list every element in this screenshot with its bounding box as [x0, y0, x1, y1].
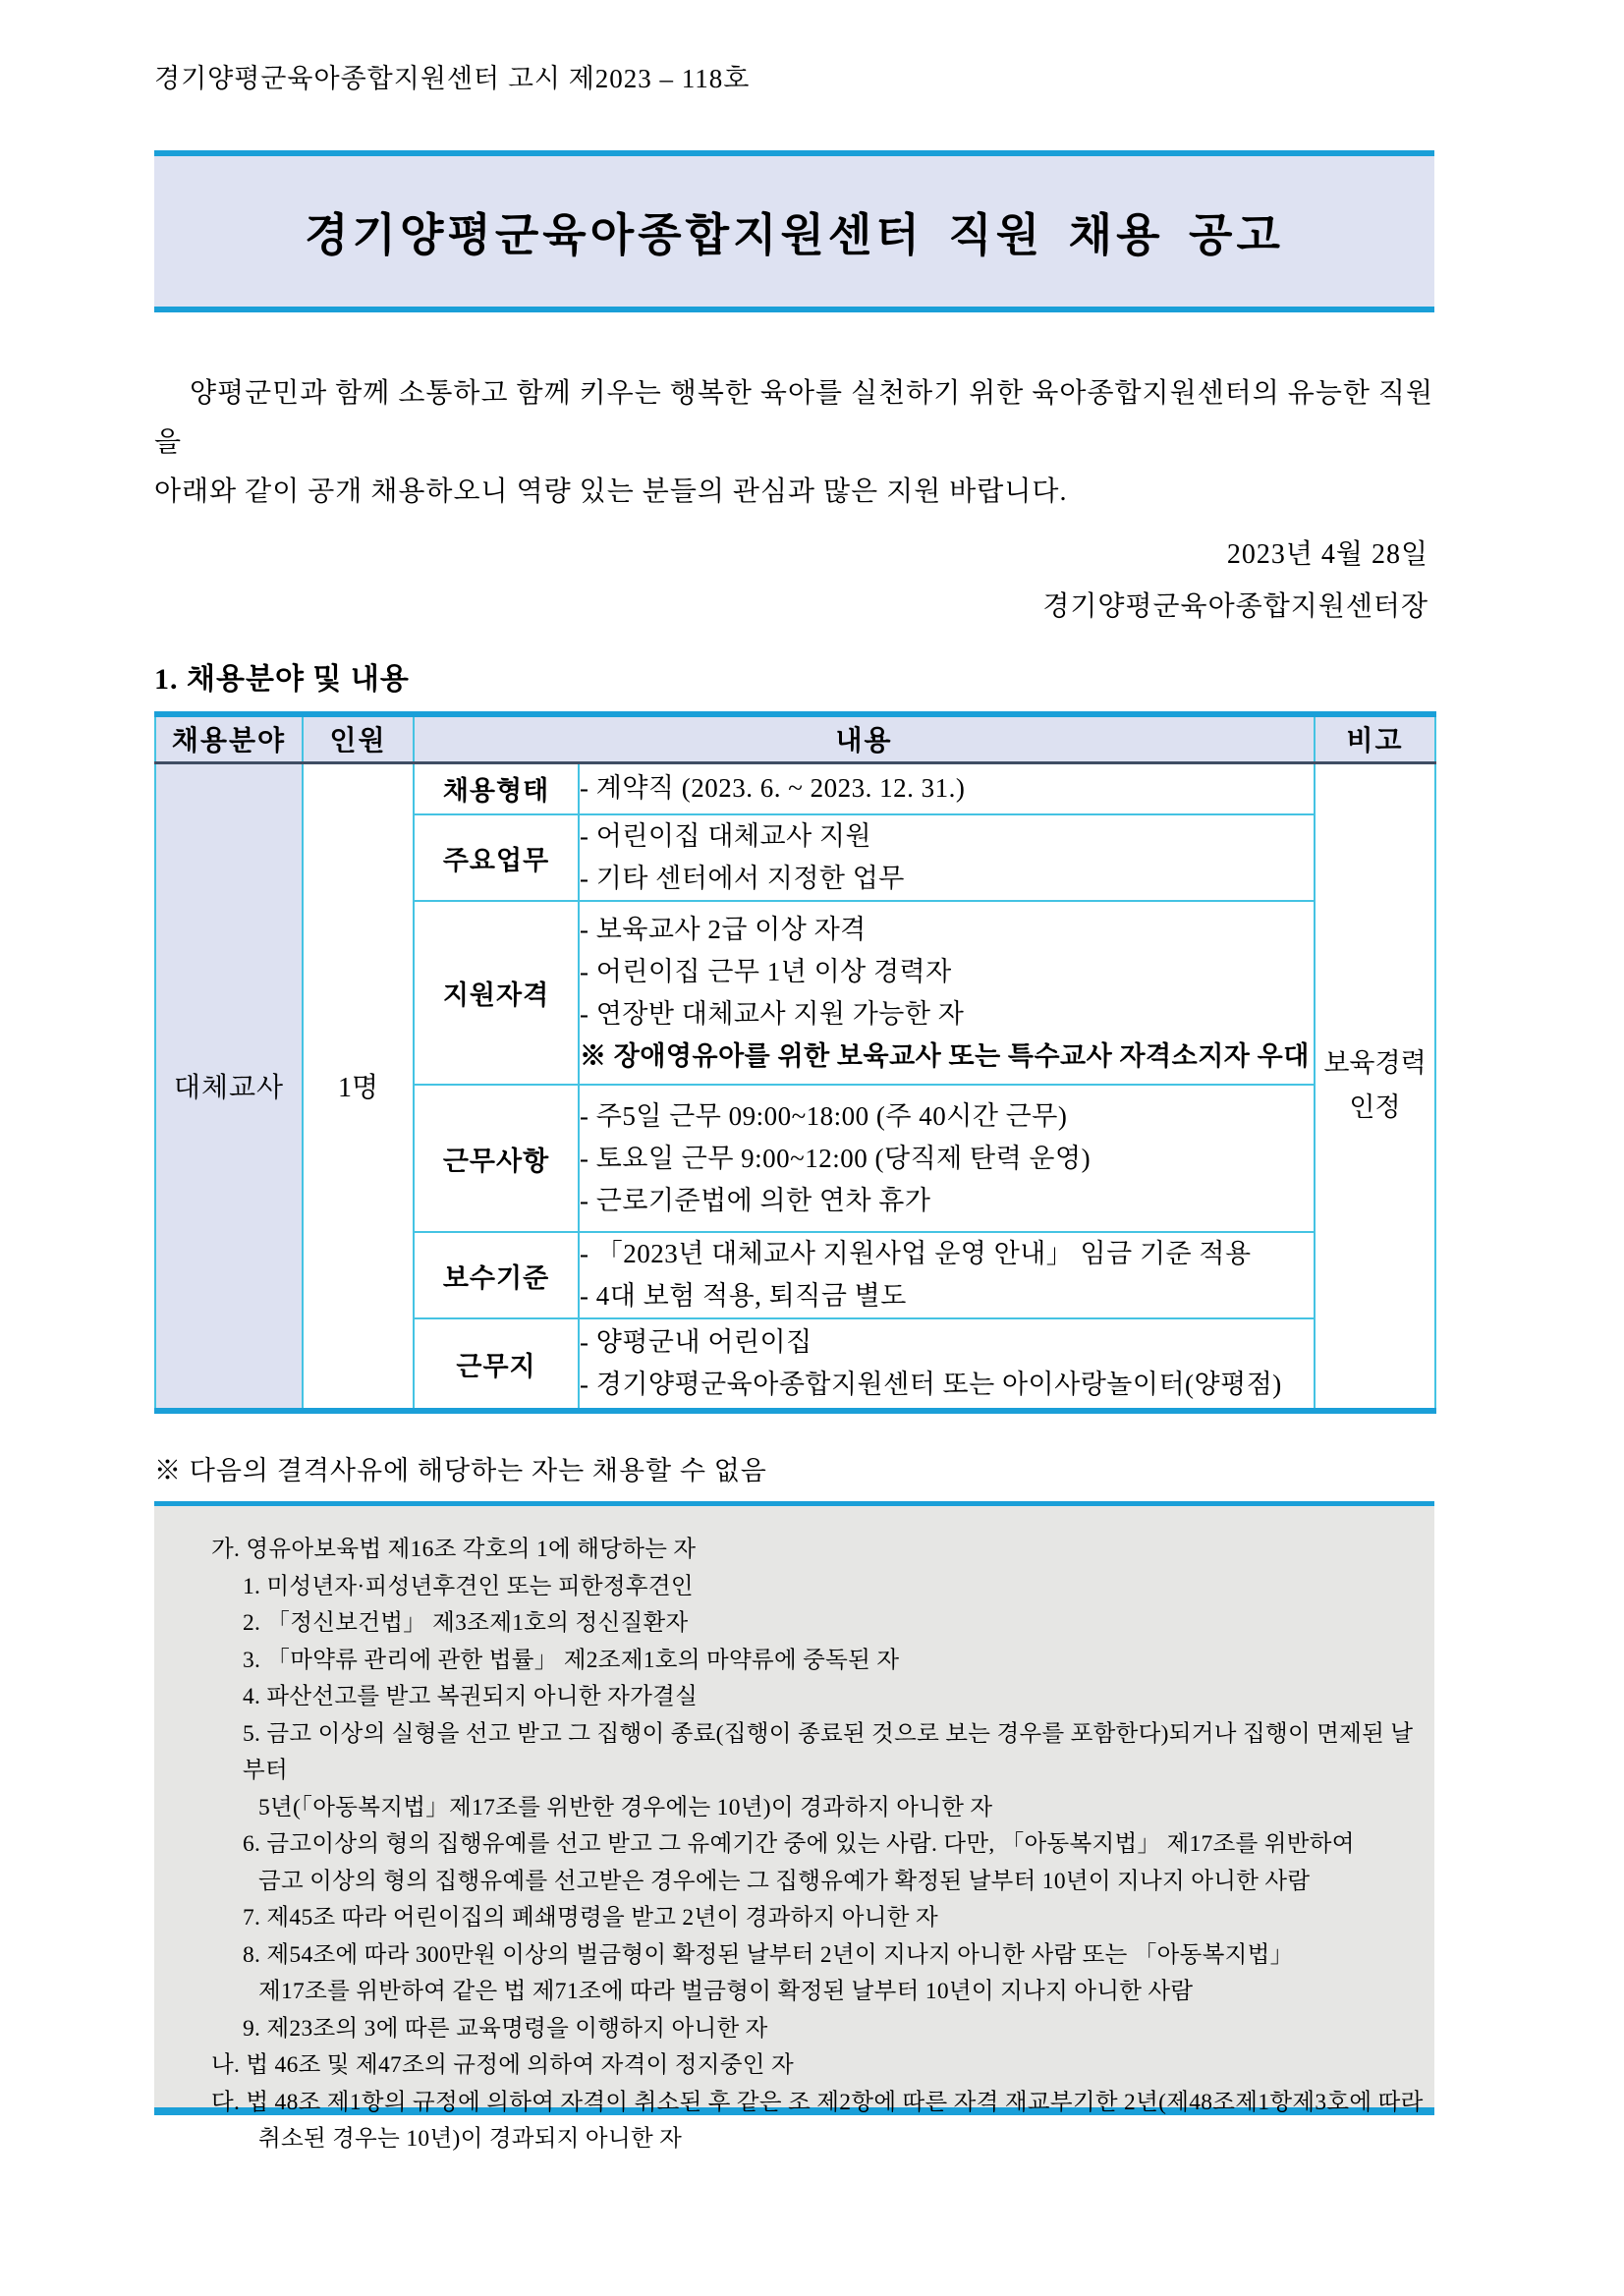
intro-line-2: 아래와 같이 공개 채용하오니 역량 있는 분들의 관심과 많은 지원 바랍니다. — [154, 476, 1068, 507]
disq-line: 제17조를 위반하여 같은 법 제71조에 따라 벌금형이 확정된 날부터 10년이 지나지 아니한 사람 — [258, 1979, 1194, 2004]
content-line: - 계약직 (2023. 6. ~ 2023. 12. 31.) — [580, 773, 966, 804]
disq-line: 다. 법 48조 제1항의 규정에 의하여 자격이 취소된 후 같은 조 제2항에 따른 자격 재교부기한 2년(제48조제1항제3호에 따라 — [211, 2089, 1424, 2115]
content-line: - 경기양평군육아종합지원센터 또는 아이사랑놀이터(양평점) — [580, 1370, 1282, 1399]
document-content — [154, 0, 1434, 2152]
disq-line: 가. 영유아보육법 제16조 각호의 1에 해당하는 자 — [211, 1537, 697, 1562]
content-line: - 연장반 대체교사 지원 가능한 자 — [580, 998, 965, 1029]
content-line: - 근로기준법에 의한 연차 휴가 — [580, 1185, 931, 1215]
content-line: - 기타 센터에서 지정한 업무 — [580, 864, 905, 893]
content-line: - 양평군내 어린이집 — [580, 1327, 812, 1357]
disq-line: 4. 파산선고를 받고 복권되지 아니한 자가결실 — [243, 1684, 699, 1709]
disq-line: 5년(「아동복지법」제17조를 위반한 경우에는 10년)이 경과하지 아니한 자 — [258, 1794, 993, 1820]
disq-line: 나. 법 46조 및 제47조의 규정에 의하여 자격이 정지중인 자 — [211, 2052, 794, 2078]
disq-line: 1. 미성년자·피성년후견인 또는 피한정후견인 — [243, 1573, 694, 1599]
row-label: 보수기준 — [414, 1232, 579, 1318]
header-remarks: 비고 — [1315, 714, 1435, 762]
disqualification-note: ※ 다음의 결격사유에 해당하는 자는 채용할 수 없음 — [154, 1456, 767, 1485]
row-label: 근무지 — [414, 1318, 579, 1411]
remarks-cell — [1315, 762, 1435, 1411]
header-headcount: 인원 — [303, 714, 414, 762]
content-line: - 어린이집 근무 1년 이상 경력자 — [580, 956, 952, 986]
disq-line: 2. 「정신보건법」 제3조제1호의 정신질환자 — [243, 1610, 689, 1636]
row-label: 근무사항 — [414, 1085, 579, 1232]
row-content — [579, 1318, 1315, 1411]
title-banner — [154, 150, 1434, 312]
content-line: - 4대 보험 적용, 퇴직금 별도 — [580, 1281, 907, 1311]
row-label: 주요업무 — [414, 814, 579, 901]
header-field: 채용분야 — [155, 714, 303, 762]
content-line: - 어린이집 대체교사 지원 — [580, 821, 872, 851]
headcount-cell: 1명 — [303, 762, 414, 1411]
row-content — [579, 901, 1315, 1085]
row-content — [579, 1232, 1315, 1318]
disq-line: 7. 제45조 따라 어린이집의 폐쇄명령을 받고 2년이 경과하지 아니한 자 — [243, 1905, 938, 1931]
date-signature-block — [154, 529, 1434, 633]
signer: 경기양평군육아종합지원센터장 — [1042, 591, 1428, 622]
recruitment-table — [154, 711, 1436, 1414]
table-row — [155, 762, 1435, 814]
row-content — [579, 762, 1315, 814]
announcement-date: 2023년 4월 28일 — [1226, 539, 1428, 570]
row-label: 지원자격 — [414, 901, 579, 1085]
disq-line: 9. 제23조의 3에 따른 교육명령을 이행하지 아니한 자 — [243, 2015, 768, 2042]
field-cell: 대체교사 — [155, 762, 303, 1411]
remarks-line-2: 인정 — [1349, 1092, 1401, 1123]
disq-line: 3. 「마약류 관리에 관한 법률」 제2조제1호의 마약류에 중독된 자 — [243, 1647, 900, 1673]
disqualification-box — [154, 1501, 1434, 2152]
content-line-emphasis: ※ 장애영유아를 위한 보육교사 또는 특수교사 자격소지자 우대 — [580, 1040, 1310, 1071]
disq-line: 6. 금고이상의 형의 집행유예를 선고 받고 그 유예기간 중에 있는 사람. 다만, 「아동복지법」 제17조를 위반하여 — [243, 1831, 1355, 1857]
remarks-line-1: 보육경력 — [1323, 1048, 1427, 1079]
disq-line: 5. 금고 이상의 실형을 선고 받고 그 집행이 종료(집행이 종료된 것으로 보는 경우를 포함한다)되거나 집행이 면제된 날부터 — [243, 1720, 1414, 1783]
row-content — [579, 1085, 1315, 1232]
content-line: - 주5일 근무 09:00~18:00 (주 40시간 근무) — [580, 1100, 1068, 1131]
disq-line: 8. 제54조에 따라 300만원 이상의 벌금형이 확정된 날부터 2년이 지나지 아니한 사람 또는 「아동복지법」 — [243, 1941, 1294, 1968]
disq-line: 취소된 경우는 10년)이 경과되지 아니한 자 — [258, 2126, 683, 2152]
content-line: - 보육교사 2급 이상 자격 — [580, 914, 867, 944]
intro-line-1: 양평군민과 함께 소통하고 함께 키우는 행복한 육아를 실천하기 위한 육아종합지원센터의 유능한 직원을 — [154, 378, 1434, 458]
section-heading: 1. 채용분야 및 내용 — [154, 663, 410, 696]
content-line: - 토요일 근무 9:00~12:00 (당직제 탄력 운영) — [580, 1143, 1092, 1173]
doc-number: 경기양평군육아종합지원센터 고시 제2023 – 118호 — [154, 64, 751, 93]
page-title: 경기양평군육아종합지원센터 직원 채용 공고 — [305, 209, 1284, 260]
table-header-row — [155, 714, 1435, 762]
intro-paragraph — [154, 369, 1434, 517]
content-line: - 「2023년 대체교사 지원사업 운영 안내」 임금 기준 적용 — [580, 1239, 1252, 1268]
row-label: 채용형태 — [414, 762, 579, 814]
row-content — [579, 814, 1315, 901]
disq-line: 금고 이상의 형의 집행유예를 선고받은 경우에는 그 집행유예가 확정된 날부터 10년이 지나지 아니한 사람 — [258, 1868, 1311, 1894]
header-details: 내용 — [414, 714, 1315, 762]
